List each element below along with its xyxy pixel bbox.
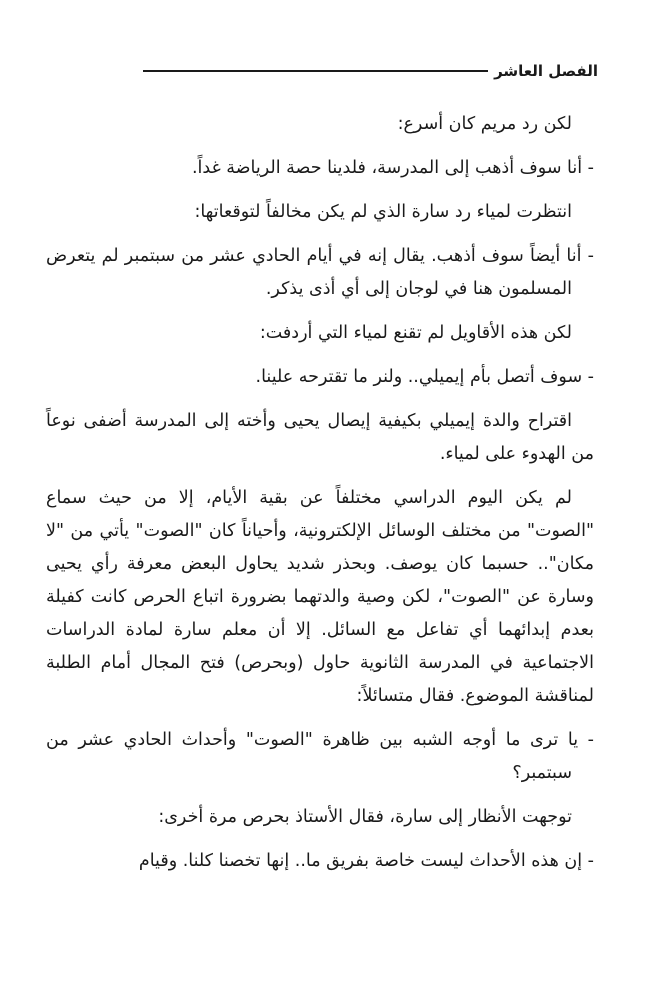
paragraph: انتظرت لمياء رد سارة الذي لم يكن مخالفاً لتوقعاتها:: [194, 202, 572, 222]
dialogue-line: - يا ترى ما أوجه الشبه بين ظاهرة "الصوت" وأحداث الحادي عشر من سبتمبر؟: [46, 730, 594, 783]
paragraph: اقتراح والدة إيميلي بكيفية إيصال يحيى وأخته إلى المدرسة أضفى نوعاً من الهدوء على لمياء.: [46, 411, 594, 464]
paragraph: توجهت الأنظار إلى سارة، فقال الأستاذ بحرص مرة أخرى:: [158, 807, 572, 827]
chapter-title: الفصل العاشر: [494, 62, 598, 80]
paragraph: لم يكن اليوم الدراسي مختلفاً عن بقية الأيام، إلا من حيث سماع "الصوت" من مختلف الوسائل الإلكترونية، وأحياناً كان "الصوت" يأتي من "لا مكان".. حسبما كان يوصف. وبحذر شديد يحاول البعض معرفة رأي يحيى وسارة عن "الصوت"، لكن وصية والدتهما بضرورة اتباع الحرص كانت كفيلة بعدم إبدائهما أي تفاعل مع السائل. إلا أن معلم سارة لمادة الدراسات الاجتماعية في المدرسة الثانوية حاول (وبحرص) فتح المجال أمام الطلبة لمناقشة الموضوع. فقال متسائلاً:: [46, 488, 594, 706]
dialogue-line: - أنا أيضاً سوف أذهب. يقال إنه في أيام الحادي عشر من سبتمبر لم يتعرض المسلمون هنا في لوجان إلى أي أذى يذكر.: [46, 246, 594, 299]
header-rule: [143, 70, 488, 72]
paragraph: لكن رد مريم كان أسرع:: [397, 114, 572, 134]
paragraph: لكن هذه الأقاويل لم تقنع لمياء التي أردفت:: [259, 323, 572, 343]
running-header: [143, 58, 598, 84]
page-body: [46, 108, 594, 889]
dialogue-line: - أنا سوف أذهب إلى المدرسة، فلدينا حصة الرياضة غداً.: [191, 158, 594, 178]
dialogue-line: - إن هذه الأحداث ليست خاصة بفريق ما.. إنها تخصنا كلنا. وقيام: [138, 851, 594, 871]
dialogue-line: - سوف أتصل بأم إيميلي.. ولنر ما تقترحه علينا.: [255, 367, 594, 387]
